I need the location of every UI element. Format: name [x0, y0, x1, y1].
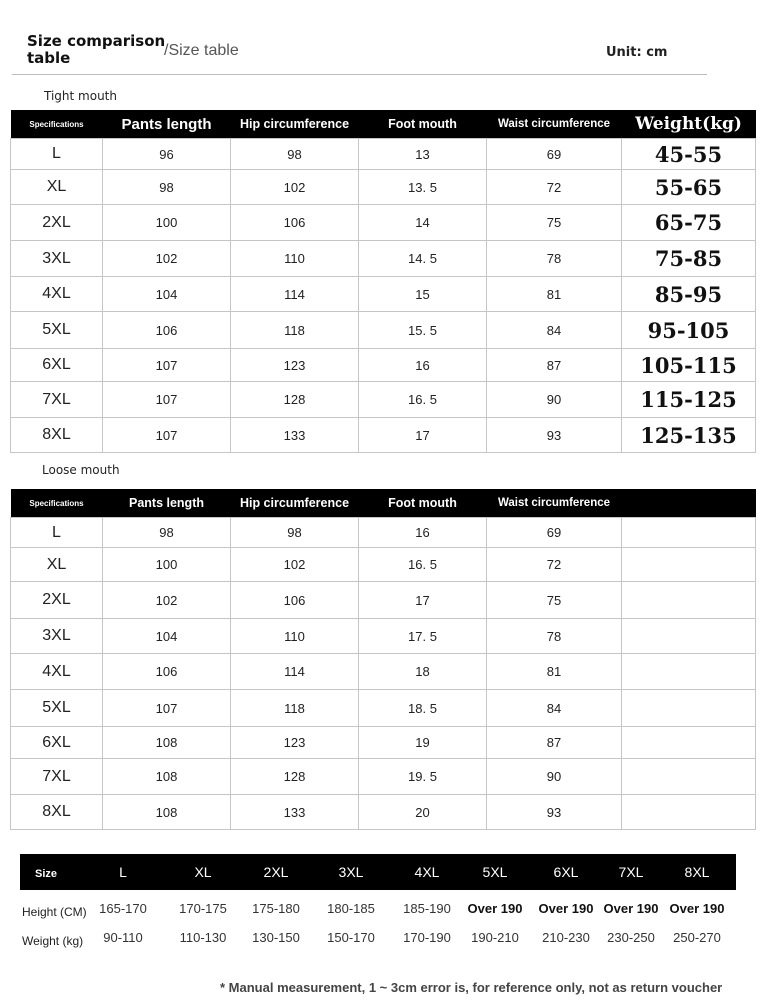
- pants-length-cell: 106: [103, 312, 231, 349]
- height-cell: Over 190: [538, 901, 594, 916]
- size-header-cell: 2XL: [263, 864, 289, 880]
- table-row: [11, 205, 756, 241]
- waist-cell: 84: [487, 690, 622, 727]
- foot-mouth-cell: 19. 5: [359, 759, 487, 795]
- loose-mouth-label: Loose mouth: [42, 463, 120, 477]
- hip-cell: 118: [231, 312, 359, 349]
- foot-mouth-cell: 13. 5: [359, 170, 487, 205]
- foot-mouth-cell: 17: [359, 418, 487, 453]
- hip-cell: 102: [231, 548, 359, 582]
- pants-length-cell: 108: [103, 727, 231, 759]
- foot-mouth-cell: 17: [359, 582, 487, 619]
- weight-cell: 55-65: [622, 170, 756, 205]
- weight-cell: 90-110: [103, 930, 143, 945]
- hip-cell: 114: [231, 654, 359, 690]
- waist-cell: 75: [487, 205, 622, 241]
- size-header-cell: L: [119, 864, 127, 880]
- size-cell: 5XL: [11, 690, 103, 727]
- header-empty: [622, 489, 756, 518]
- hip-cell: 128: [231, 382, 359, 418]
- pants-length-cell: 100: [103, 205, 231, 241]
- footnote: * Manual measurement, 1 ~ 3cm error is, for reference only, not as return voucher: [220, 980, 723, 995]
- table-header-row: [11, 489, 756, 518]
- table-row: [11, 582, 756, 619]
- header-waist-circumference: Waist circumference: [487, 489, 622, 518]
- foot-mouth-cell: 20: [359, 795, 487, 830]
- foot-mouth-cell: 15. 5: [359, 312, 487, 349]
- pants-length-cell: 102: [103, 241, 231, 277]
- hip-cell: 98: [231, 518, 359, 548]
- weight-cell: 210-230: [542, 930, 590, 945]
- weight-cell: 190-210: [471, 930, 519, 945]
- size-header-cell: 5XL: [482, 864, 508, 880]
- pants-length-cell: 106: [103, 654, 231, 690]
- weight-cell: 125-135: [622, 418, 756, 453]
- table-row: [11, 139, 756, 170]
- foot-mouth-cell: 16: [359, 518, 487, 548]
- table-row: [11, 277, 756, 312]
- height-cell: Over 190: [603, 901, 659, 916]
- waist-cell: 81: [487, 654, 622, 690]
- size-cell: XL: [11, 170, 103, 205]
- tight-mouth-label: Tight mouth: [44, 89, 117, 103]
- waist-cell: 69: [487, 518, 622, 548]
- table-row: [11, 241, 756, 277]
- hip-cell: 118: [231, 690, 359, 727]
- table-row: [11, 418, 756, 453]
- header-foot-mouth: Foot mouth: [359, 489, 487, 518]
- table-row: [11, 312, 756, 349]
- hip-cell: 106: [231, 205, 359, 241]
- header-divider: [12, 74, 707, 75]
- pants-length-cell: 96: [103, 139, 231, 170]
- weight-cell: [622, 654, 756, 690]
- size-cell: 7XL: [11, 382, 103, 418]
- size-cell: 6XL: [11, 727, 103, 759]
- height-row-label: Height (CM): [22, 905, 87, 919]
- pants-length-cell: 107: [103, 349, 231, 382]
- table-row: [11, 759, 756, 795]
- size-cell: 2XL: [11, 582, 103, 619]
- foot-mouth-cell: 15: [359, 277, 487, 312]
- waist-cell: 72: [487, 170, 622, 205]
- header-pants-length: Pants length: [103, 489, 231, 518]
- table-row: [11, 795, 756, 830]
- weight-cell: 85-95: [622, 277, 756, 312]
- height-cell: 175-180: [252, 901, 300, 916]
- weight-cell: 45-55: [622, 139, 756, 170]
- height-cell: 165-170: [99, 901, 147, 916]
- header-specifications: Specifications: [11, 110, 103, 139]
- pants-length-cell: 107: [103, 418, 231, 453]
- size-cell: L: [11, 518, 103, 548]
- foot-mouth-cell: 13: [359, 139, 487, 170]
- weight-cell: 75-85: [622, 241, 756, 277]
- size-header-cell: XL: [194, 864, 212, 880]
- hip-cell: 102: [231, 170, 359, 205]
- table-row: [11, 382, 756, 418]
- table-row: [11, 170, 756, 205]
- weight-cell: 65-75: [622, 205, 756, 241]
- foot-mouth-cell: 18: [359, 654, 487, 690]
- header-specifications: Specifications: [11, 489, 103, 518]
- table-row: [11, 518, 756, 548]
- size-cell: 3XL: [11, 619, 103, 654]
- hip-cell: 133: [231, 795, 359, 830]
- table-row: [11, 727, 756, 759]
- waist-cell: 81: [487, 277, 622, 312]
- waist-cell: 69: [487, 139, 622, 170]
- hip-cell: 114: [231, 277, 359, 312]
- hip-cell: 123: [231, 727, 359, 759]
- foot-mouth-cell: 17. 5: [359, 619, 487, 654]
- hip-cell: 98: [231, 139, 359, 170]
- height-cell: 180-185: [327, 901, 375, 916]
- weight-cell: [622, 795, 756, 830]
- weight-cell: 95-105: [622, 312, 756, 349]
- foot-mouth-cell: 14: [359, 205, 487, 241]
- weight-cell: 110-130: [179, 930, 227, 945]
- table-row: [11, 349, 756, 382]
- table-row: [11, 654, 756, 690]
- waist-cell: 75: [487, 582, 622, 619]
- pants-length-cell: 104: [103, 277, 231, 312]
- size-cell: 4XL: [11, 277, 103, 312]
- hip-cell: 133: [231, 418, 359, 453]
- size-header-cell: 3XL: [338, 864, 364, 880]
- weight-cell: 230-250: [607, 930, 655, 945]
- foot-mouth-cell: 16. 5: [359, 548, 487, 582]
- size-cell: 8XL: [11, 795, 103, 830]
- height-cell: Over 190: [669, 901, 725, 916]
- foot-mouth-cell: 18. 5: [359, 690, 487, 727]
- pants-length-cell: 107: [103, 382, 231, 418]
- foot-mouth-cell: 19: [359, 727, 487, 759]
- weight-cell: [622, 759, 756, 795]
- pants-length-cell: 108: [103, 759, 231, 795]
- waist-cell: 78: [487, 619, 622, 654]
- weight-cell: 170-190: [403, 930, 451, 945]
- weight-cell: [622, 518, 756, 548]
- foot-mouth-cell: 16. 5: [359, 382, 487, 418]
- weight-cell: 115-125: [622, 382, 756, 418]
- pants-length-cell: 102: [103, 582, 231, 619]
- size-header-cell: 4XL: [414, 864, 440, 880]
- weight-cell: [622, 582, 756, 619]
- header-foot-mouth: Foot mouth: [359, 110, 487, 139]
- size-header-cell: 8XL: [684, 864, 710, 880]
- header-weight: Weight(kg): [622, 110, 756, 139]
- table-row: [11, 690, 756, 727]
- weight-cell: [622, 548, 756, 582]
- foot-mouth-cell: 14. 5: [359, 241, 487, 277]
- waist-cell: 93: [487, 795, 622, 830]
- weight-cell: [622, 690, 756, 727]
- height-cell: 170-175: [179, 901, 227, 916]
- weight-row-label: Weight (kg): [22, 934, 84, 948]
- weight-cell: 250-270: [673, 930, 721, 945]
- page-title: Size comparison table: [27, 32, 166, 67]
- weight-cell: 130-150: [252, 930, 300, 945]
- size-cell: 7XL: [11, 759, 103, 795]
- height-cell: Over 190: [467, 901, 523, 916]
- size-header-cell: 6XL: [553, 864, 579, 880]
- waist-cell: 87: [487, 727, 622, 759]
- hip-cell: 110: [231, 241, 359, 277]
- page-subtitle: /Size table: [164, 42, 239, 59]
- header-waist-circumference: Waist circumference: [487, 110, 622, 139]
- hip-cell: 110: [231, 619, 359, 654]
- size-cell: 4XL: [11, 654, 103, 690]
- weight-cell: 150-170: [327, 930, 375, 945]
- waist-cell: 87: [487, 349, 622, 382]
- size-cell: 8XL: [11, 418, 103, 453]
- weight-cell: [622, 727, 756, 759]
- size-cell: 2XL: [11, 205, 103, 241]
- pants-length-cell: 100: [103, 548, 231, 582]
- hip-cell: 128: [231, 759, 359, 795]
- size-cell: XL: [11, 548, 103, 582]
- waist-cell: 72: [487, 548, 622, 582]
- waist-cell: 93: [487, 418, 622, 453]
- height-cell: 185-190: [403, 901, 451, 916]
- header-pants-length: Pants length: [103, 110, 231, 139]
- hip-cell: 123: [231, 349, 359, 382]
- table-header-row: [11, 110, 756, 139]
- header-hip-circumference: Hip circumference: [231, 489, 359, 518]
- loose-mouth-size-table: [10, 489, 756, 830]
- weight-cell: 105-115: [622, 349, 756, 382]
- header-hip-circumference: Hip circumference: [231, 110, 359, 139]
- waist-cell: 78: [487, 241, 622, 277]
- unit-label: Unit: cm: [606, 45, 668, 60]
- tight-mouth-size-table: [10, 110, 756, 453]
- weight-cell: [622, 619, 756, 654]
- size-cell: 5XL: [11, 312, 103, 349]
- waist-cell: 84: [487, 312, 622, 349]
- pants-length-cell: 108: [103, 795, 231, 830]
- table-row: [11, 619, 756, 654]
- pants-length-cell: 107: [103, 690, 231, 727]
- pants-length-cell: 98: [103, 518, 231, 548]
- waist-cell: 90: [487, 382, 622, 418]
- size-cell: 3XL: [11, 241, 103, 277]
- size-header-label: Size: [34, 868, 57, 880]
- pants-length-cell: 104: [103, 619, 231, 654]
- size-cell: L: [11, 139, 103, 170]
- pants-length-cell: 98: [103, 170, 231, 205]
- size-header-cell: 7XL: [618, 864, 644, 880]
- size-cell: 6XL: [11, 349, 103, 382]
- table-row: [11, 548, 756, 582]
- foot-mouth-cell: 16: [359, 349, 487, 382]
- waist-cell: 90: [487, 759, 622, 795]
- hip-cell: 106: [231, 582, 359, 619]
